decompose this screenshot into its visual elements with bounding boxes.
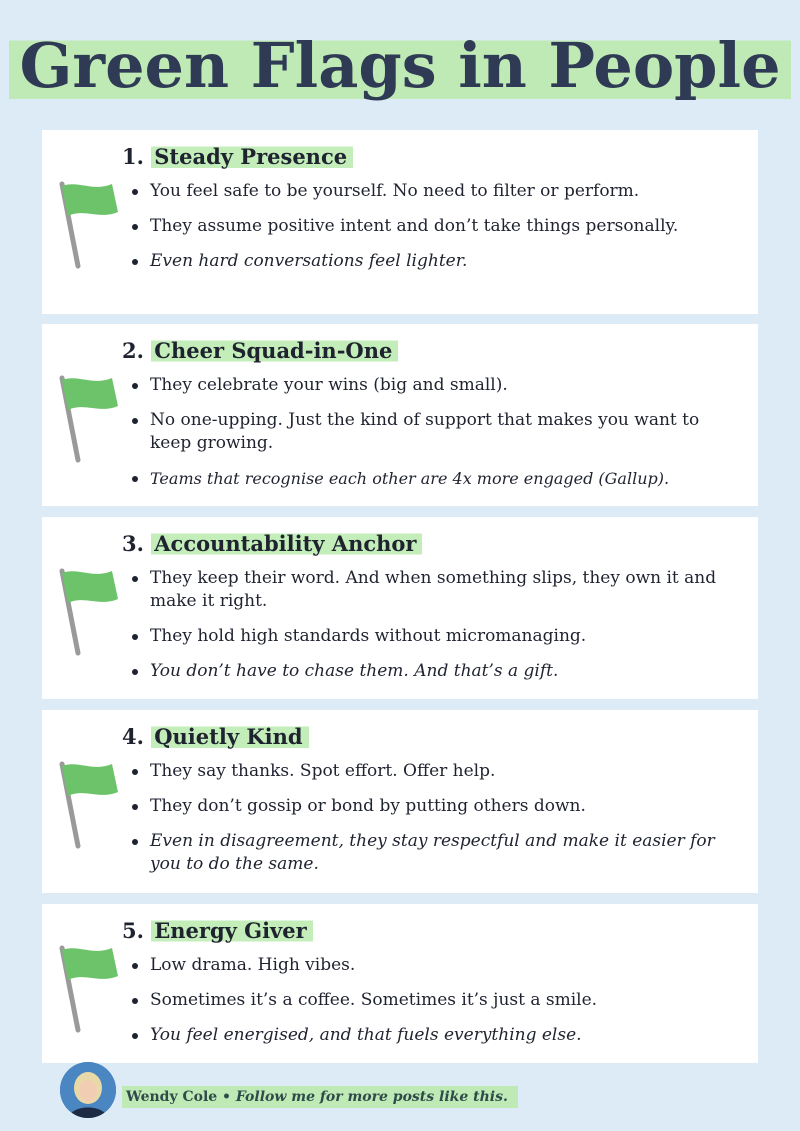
card-heading-text: Steady Presence: [151, 144, 353, 169]
card-energy-giver: [42, 904, 758, 1063]
list-item: Teams that recognise each other are 4x more engaged (Gallup).: [122, 467, 718, 490]
card-quietly-kind: [42, 710, 758, 893]
green-flag-icon: [56, 942, 120, 1034]
author-name[interactable]: Wendy Cole •: [126, 1089, 231, 1105]
card-heading: [122, 918, 718, 944]
card-number: 5.: [122, 918, 144, 943]
author-footer: [60, 1062, 540, 1118]
list-item: They say thanks. Spot effort. Offer help.: [122, 760, 718, 783]
footer-caption: [122, 1086, 518, 1108]
card-number: 2.: [122, 338, 144, 363]
avatar[interactable]: [60, 1062, 116, 1118]
card-number: 3.: [122, 531, 144, 556]
green-flag-icon: [56, 178, 120, 270]
list-item: They assume positive intent and don’t take things personally.: [122, 215, 718, 238]
list-item: They celebrate your wins (big and small).: [122, 374, 718, 397]
card-heading-text: Cheer Squad-in-One: [151, 338, 398, 363]
follow-tagline: Follow me for more posts like this.: [235, 1089, 508, 1105]
list-item: Sometimes it’s a coffee. Sometimes it’s just a smile.: [122, 989, 718, 1012]
list-item: No one-upping. Just the kind of support that makes you want to keep growing.: [122, 409, 718, 455]
list-item: Even in disagreement, they stay respectful and make it easier for you to do the same.: [122, 830, 718, 876]
person-avatar-icon: [60, 1062, 116, 1118]
green-flag-icon: [56, 372, 120, 464]
list-item: You feel energised, and that fuels everything else.: [122, 1024, 718, 1047]
list-item: They don’t gossip or bond by putting others down.: [122, 795, 718, 818]
list-item: Low drama. High vibes.: [122, 954, 718, 977]
card-heading-text: Quietly Kind: [151, 724, 308, 749]
green-flag-icon: [56, 565, 120, 657]
card-steady-presence: [42, 130, 758, 314]
card-heading: [122, 338, 718, 364]
list-item: They keep their word. And when something slips, they own it and make it right.: [122, 567, 718, 613]
page-title: Green Flags in People: [9, 30, 790, 105]
card-heading: [122, 144, 718, 170]
card-heading: [122, 724, 718, 750]
green-flag-icon: [56, 758, 120, 850]
title-wrapper: [0, 30, 800, 105]
card-cheer-squad: [42, 324, 758, 506]
list-item: You feel safe to be yourself. No need to filter or perform.: [122, 180, 718, 203]
card-number: 4.: [122, 724, 144, 749]
card-heading-text: Accountability Anchor: [151, 531, 422, 556]
list-item: Even hard conversations feel lighter.: [122, 250, 718, 273]
card-heading: [122, 531, 718, 557]
list-item: They hold high standards without micromanaging.: [122, 625, 718, 648]
card-number: 1.: [122, 144, 144, 169]
card-heading-text: Energy Giver: [151, 918, 312, 943]
list-item: You don’t have to chase them. And that’s a gift.: [122, 660, 718, 683]
card-accountability-anchor: [42, 517, 758, 699]
